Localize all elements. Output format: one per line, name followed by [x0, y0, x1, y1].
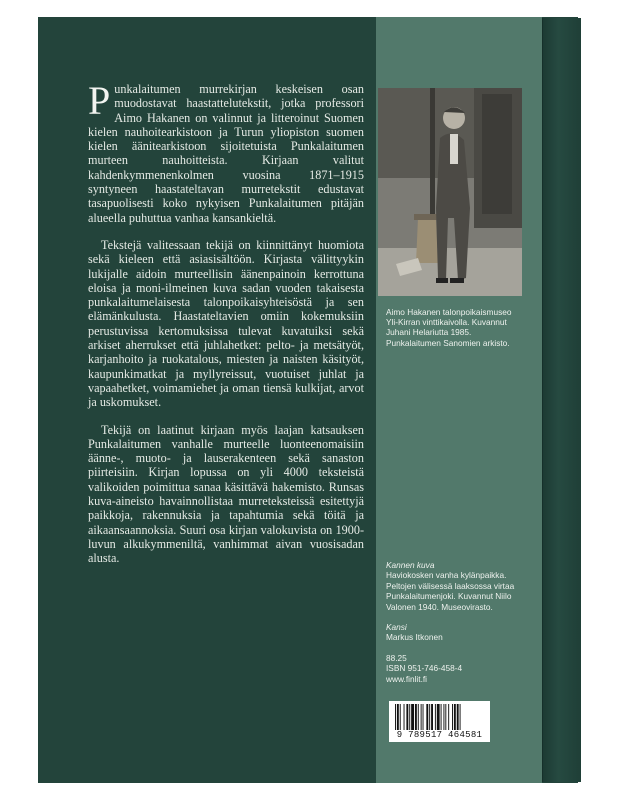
- isbn-barcode: [389, 701, 490, 742]
- blurb-paragraph-2: Tekstejä valitessaan tekijä on kiinnittänyt huomiota sekä kieleen että asiasisältöön. Kirjasta välittyykin lukijalle aidoin murteellisin äänenpainoin kerrottuna eloisa ja moni-ilmeinen kuva sadan vuoden takaisesta punkalaitumelaisesta talonpoikaisyhteisöstä ja sen elämänkulusta. Haastateltavien omiin kokemuksiin perustuvissa kertomuksissa tulevat kuvatuiksi sekä arkiset aherrukset että juhlahetket: pelto- ja metsätyöt, karjanhoito ja ruokatalous, miesten ja naisten käsityöt, kaupunkimatkat ja myllyreissut, vuotuiset juhlat ja vapaahetket, voimamiehet ja oman tiensä kulkijat, arvot ja uskomukset.: [88, 237, 364, 410]
- classification-code: 88.25: [386, 652, 407, 663]
- book-spine: [542, 18, 581, 782]
- publication-info: [386, 560, 526, 684]
- photo-caption: Aimo Hakanen talonpoikaismuseo Yli-Kirran vinttikaivolla. Kuvannut Juhani Helariutta 1985. Punkalaitumen Sanomien arkisto.: [386, 307, 512, 348]
- author-photo-illustration: [378, 88, 522, 296]
- back-cover-blurb: [88, 78, 364, 579]
- publisher-website: www.finlit.fi: [386, 673, 428, 684]
- isbn: ISBN 951-746-458-4: [386, 663, 463, 674]
- barcode-bars: [395, 704, 484, 730]
- cover-photo-text: Haviokosken vanha kylänpaikka. Peltojen välisessä laaksossa virtaa Punkalaitumenjoki. Kuvannut Niilo Valonen 1940. Museovirasto.: [386, 570, 515, 612]
- drop-cap: P: [88, 78, 111, 123]
- cover-credit-name: Markus Itkonen: [386, 632, 443, 643]
- author-photo: [378, 88, 522, 296]
- barcode-number: 9 789517 464581: [396, 730, 483, 740]
- blurb-paragraph-3: Tekijä on laatinut kirjaan myös laajan katsauksen Punkalaitumen vanhalle murteelle luonteenomaisiin äänne-, muoto- ja lauserakenteen sekä sanaston piirteisiin. Kirjan lopussa on yli 4000 teksteistä valikoiden poimittua sanaa käsittävä hakemisto. Runsas kuva-aineisto havainnollistaa murreteksteissä esitettyjä paikkoja, rakennuksia ja tapahtumia sekä töitä ja aikaansaannoksia. Suuri osa kirjan valokuvista on 1900-luvun alkukymmeniltä, vanhimmat aivan vuosisadan alusta.: [88, 422, 364, 566]
- blurb-paragraph-1: Punkalaitumen murrekirjan keskeisen osan muodostavat haastattelutekstit, jotka professori Aimo Hakanen on valinnut ja litteroinut Suomen kielen nauhoitearkistoon ja Turun yliopiston suomen kielen äänitearkistoon sijoitetuista Punkalaitumen murteen nauhoitteista. Kirjaan valitut kahdenkymmenenkolmen vuosina 1871–1915 syntyneen haastateltavan murretekstit edustavat tasapuolisesti koko nykyisen Punkalaitumen pitäjän alueella puhuttua vanhaa kansankieltä.: [88, 78, 364, 225]
- cover-photo-heading: Kannen kuva: [386, 560, 435, 570]
- cover-credit-heading: Kansi: [386, 622, 407, 633]
